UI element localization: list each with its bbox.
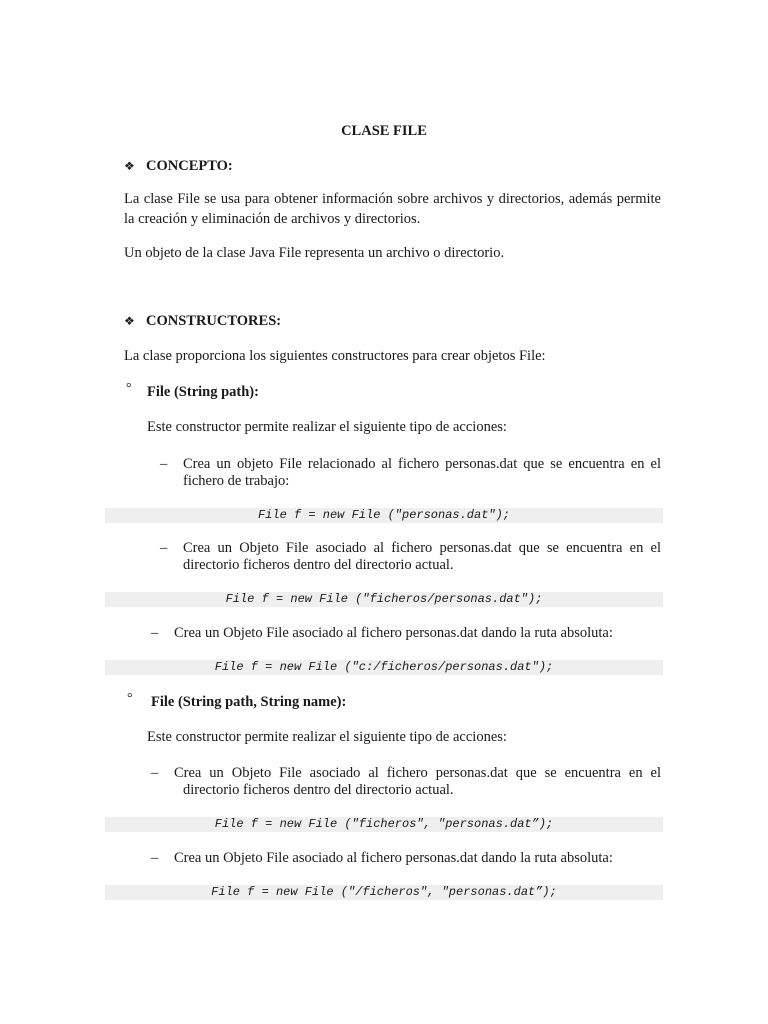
c1-item-1-code: File f = new File ("personas.dat"); xyxy=(257,508,511,522)
dash-bullet-icon: – xyxy=(151,765,159,781)
constructor-1-intro: Este constructor permite realizar el siguiente tipo de acciones: xyxy=(147,419,507,435)
dash-bullet-icon: – xyxy=(160,456,168,472)
dash-bullet-icon: – xyxy=(160,540,168,556)
c1-item-2-code: File f = new File ("ficheros/personas.dat"); xyxy=(225,592,543,606)
constructores-heading: CONSTRUCTORES: xyxy=(146,313,282,329)
concepto-paragraph-line-1: La clase File se usa para obtener información sobre archivos y directorios, además permite xyxy=(124,191,661,207)
constructor-2-intro: Este constructor permite realizar el siguiente tipo de acciones: xyxy=(147,729,507,745)
constructores-intro: La clase proporciona los siguientes constructores para crear objetos File: xyxy=(124,348,546,364)
degree-marker-icon: ° xyxy=(126,381,132,396)
concepto-heading: CONCEPTO: xyxy=(146,158,233,174)
concepto-heading-row xyxy=(124,158,233,175)
dash-bullet-icon: – xyxy=(151,850,159,866)
constructor-1-heading: File (String path): xyxy=(147,384,259,400)
c1-item-3-line-1: Crea un Objeto File asociado al fichero personas.dat dando la ruta absoluta: xyxy=(174,625,613,641)
concepto-paragraph-line-2: la creación y eliminación de archivos y directorios. xyxy=(124,211,421,227)
c1-item-3-code: File f = new File ("c:/ficheros/personas.dat"); xyxy=(214,660,554,674)
concepto-paragraph-2: Un objeto de la clase Java File representa un archivo o directorio. xyxy=(124,245,505,261)
dash-bullet-icon: – xyxy=(151,625,159,641)
c1-item-1-line-2: fichero de trabajo: xyxy=(183,473,290,489)
constructores-heading-row xyxy=(124,313,281,330)
document-title: CLASE FILE xyxy=(341,123,427,139)
c2-item-2-line-1: Crea un Objeto File asociado al fichero personas.dat dando la ruta absoluta: xyxy=(174,850,613,866)
c2-item-1-line-1: Crea un Objeto File asociado al fichero personas.dat que se encuentra en el xyxy=(174,765,661,781)
constructor-2-heading: File (String path, String name): xyxy=(151,694,347,710)
diamond-bullet-icon: ❖ xyxy=(124,159,135,173)
degree-marker-icon: ° xyxy=(127,691,133,706)
c1-item-2-line-1: Crea un Objeto File asociado al fichero personas.dat que se encuentra en el xyxy=(183,540,661,556)
c1-item-1-line-1: Crea un objeto File relacionado al fichero personas.dat que se encuentra en el xyxy=(183,456,661,472)
c2-item-1-line-2: directorio ficheros dentro del directorio actual. xyxy=(183,782,454,798)
c2-item-1-code: File f = new File ("ficheros", "personas.dat”); xyxy=(214,817,554,831)
c1-item-2-line-2: directorio ficheros dentro del directorio actual. xyxy=(183,557,454,573)
diamond-bullet-icon: ❖ xyxy=(124,314,135,328)
c2-item-2-code: File f = new File ("/ficheros", "personas.dat”); xyxy=(211,885,557,899)
